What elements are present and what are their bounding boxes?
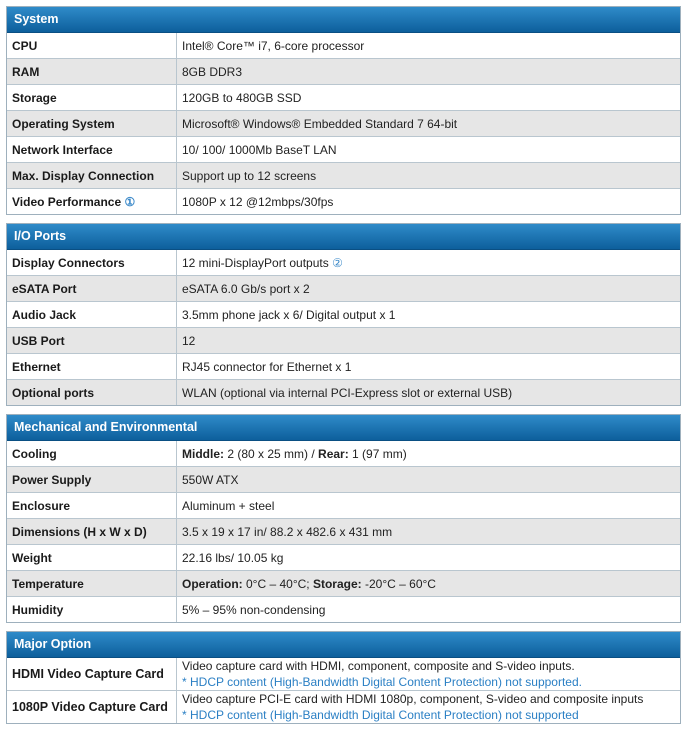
row-value: WLAN (optional via internal PCI-Express slot or external USB) bbox=[177, 380, 681, 406]
section-title: Mechanical and Environmental bbox=[7, 415, 680, 441]
row-value: RJ45 connector for Ethernet x 1 bbox=[177, 354, 681, 380]
section-mechanical bbox=[6, 414, 681, 623]
table-row bbox=[7, 85, 680, 111]
spec-table bbox=[7, 250, 680, 405]
row-label: Cooling bbox=[7, 441, 177, 467]
value-text: Video capture PCI-E card with HDMI 1080p, component, S-video and composite inputs bbox=[182, 692, 644, 706]
spec-sheet bbox=[6, 6, 681, 732]
row-label: Display Connectors bbox=[7, 250, 177, 276]
table-row bbox=[7, 493, 680, 519]
table-row bbox=[7, 658, 680, 691]
table-row bbox=[7, 597, 680, 623]
row-label bbox=[7, 189, 177, 215]
table-row bbox=[7, 250, 680, 276]
row-value: 1080P x 12 @12mbps/30fps bbox=[177, 189, 681, 215]
row-label: Weight bbox=[7, 545, 177, 571]
footnote-marker[interactable]: ② bbox=[332, 255, 343, 270]
row-label: RAM bbox=[7, 59, 177, 85]
row-label-text: Video Performance bbox=[12, 194, 122, 209]
table-row bbox=[7, 137, 680, 163]
table-row bbox=[7, 33, 680, 59]
value-text: 0°C – 40°C; bbox=[242, 576, 313, 591]
value-text: 2 (80 x 25 mm) / bbox=[224, 446, 319, 461]
row-label: Dimensions (H x W x D) bbox=[7, 519, 177, 545]
row-value bbox=[177, 571, 681, 597]
spec-table bbox=[7, 658, 680, 723]
value-key: Storage: bbox=[312, 576, 362, 591]
row-value: 3.5mm phone jack x 6/ Digital output x 1 bbox=[177, 302, 681, 328]
row-value bbox=[177, 250, 681, 276]
row-label: Enclosure bbox=[7, 493, 177, 519]
table-row bbox=[7, 380, 680, 406]
row-value: 22.16 lbs/ 10.05 kg bbox=[177, 545, 681, 571]
section-title: Major Option bbox=[7, 632, 680, 658]
row-value-text: 12 mini-DisplayPort outputs bbox=[182, 255, 329, 270]
table-row bbox=[7, 111, 680, 137]
row-value: Aluminum + steel bbox=[177, 493, 681, 519]
section-major-option bbox=[6, 631, 681, 724]
spec-table bbox=[7, 441, 680, 622]
table-row bbox=[7, 59, 680, 85]
row-label: CPU bbox=[7, 33, 177, 59]
table-row bbox=[7, 163, 680, 189]
section-io-ports bbox=[6, 223, 681, 406]
table-row bbox=[7, 302, 680, 328]
row-label: 1080P Video Capture Card bbox=[7, 691, 177, 724]
table-row bbox=[7, 441, 680, 467]
row-label: Max. Display Connection bbox=[7, 163, 177, 189]
row-value bbox=[177, 658, 681, 691]
row-value: Intel® Core™ i7, 6-core processor bbox=[177, 33, 681, 59]
row-value: eSATA 6.0 Gb/s port x 2 bbox=[177, 276, 681, 302]
value-text: 1 (97 mm) bbox=[348, 446, 407, 461]
row-label: HDMI Video Capture Card bbox=[7, 658, 177, 691]
row-label: Storage bbox=[7, 85, 177, 111]
value-key: Operation: bbox=[182, 576, 243, 591]
value-key: Middle: bbox=[182, 446, 224, 461]
footnote-marker[interactable]: ① bbox=[124, 194, 136, 209]
table-row bbox=[7, 189, 680, 215]
table-row bbox=[7, 571, 680, 597]
row-label: Network Interface bbox=[7, 137, 177, 163]
hdcp-note: * HDCP content (High-Bandwidth Digital Content Protection) not supported bbox=[182, 708, 579, 722]
table-row bbox=[7, 328, 680, 354]
row-label: eSATA Port bbox=[7, 276, 177, 302]
row-value: 8GB DDR3 bbox=[177, 59, 681, 85]
row-value: 550W ATX bbox=[177, 467, 681, 493]
row-label: Power Supply bbox=[7, 467, 177, 493]
row-value: Support up to 12 screens bbox=[177, 163, 681, 189]
value-text: Video capture card with HDMI, component, composite and S-video inputs. bbox=[182, 659, 575, 673]
table-row bbox=[7, 519, 680, 545]
row-label: Temperature bbox=[7, 571, 177, 597]
table-row bbox=[7, 276, 680, 302]
table-row bbox=[7, 354, 680, 380]
row-label: Audio Jack bbox=[7, 302, 177, 328]
row-value: Microsoft® Windows® Embedded Standard 7 64-bit bbox=[177, 111, 681, 137]
row-label: Optional ports bbox=[7, 380, 177, 406]
table-row bbox=[7, 545, 680, 571]
table-row bbox=[7, 691, 680, 724]
row-value: 12 bbox=[177, 328, 681, 354]
row-label: Operating System bbox=[7, 111, 177, 137]
section-system bbox=[6, 6, 681, 215]
section-title: System bbox=[7, 7, 680, 33]
row-value: 120GB to 480GB SSD bbox=[177, 85, 681, 111]
row-value bbox=[177, 691, 681, 724]
row-value: 5% – 95% non-condensing bbox=[177, 597, 681, 623]
row-label: Humidity bbox=[7, 597, 177, 623]
hdcp-note: * HDCP content (High-Bandwidth Digital Content Protection) not supported. bbox=[182, 675, 582, 689]
row-value bbox=[177, 441, 681, 467]
row-value: 3.5 x 19 x 17 in/ 88.2 x 482.6 x 431 mm bbox=[177, 519, 681, 545]
spec-table bbox=[7, 33, 680, 214]
table-row bbox=[7, 467, 680, 493]
section-title: I/O Ports bbox=[7, 224, 680, 250]
value-key: Rear: bbox=[318, 446, 349, 461]
row-value: 10/ 100/ 1000Mb BaseT LAN bbox=[177, 137, 681, 163]
row-label: Ethernet bbox=[7, 354, 177, 380]
value-text: -20°C – 60°C bbox=[361, 576, 436, 591]
row-label: USB Port bbox=[7, 328, 177, 354]
